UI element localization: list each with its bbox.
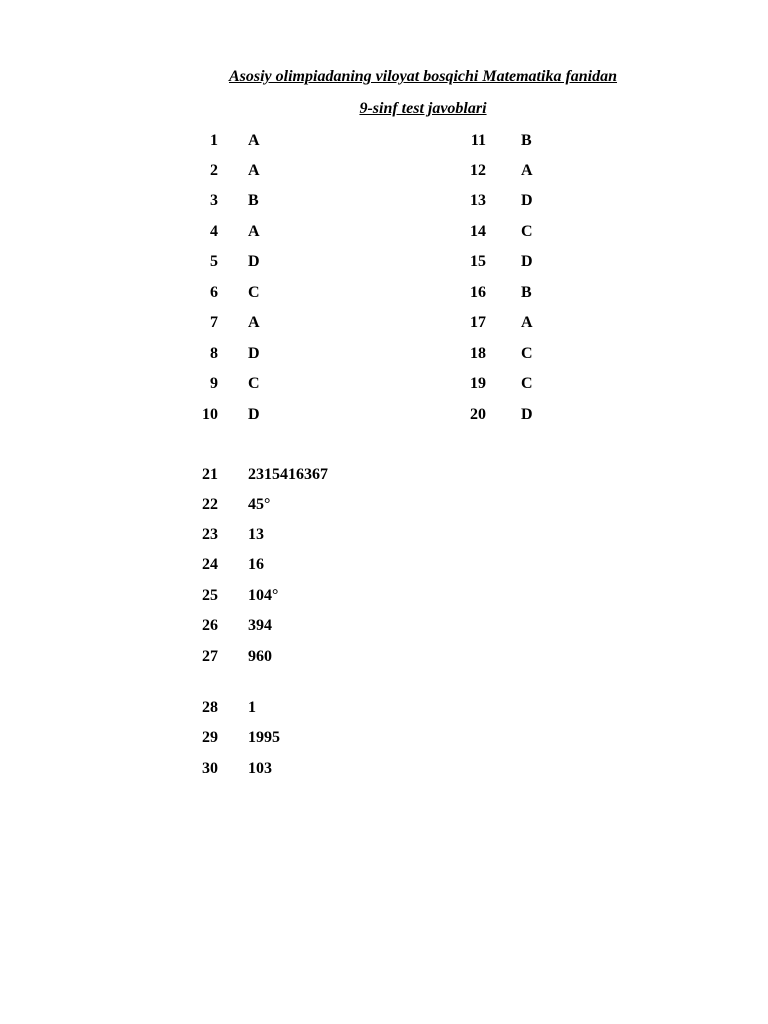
answer-value: 16: [248, 556, 264, 573]
answer-value: A: [248, 132, 260, 149]
answer-value: C: [248, 375, 260, 392]
question-number: 15: [470, 253, 486, 270]
question-number: 5: [210, 253, 218, 270]
question-number: 12: [470, 162, 486, 179]
answer-value: C: [248, 284, 260, 301]
answer-value: B: [248, 192, 259, 209]
document-title: Asosiy olimpiadaning viloyat bosqichi Matematika fanidan: [228, 68, 618, 85]
question-number: 4: [210, 223, 218, 240]
question-number: 9: [210, 375, 218, 392]
answer-value: D: [521, 192, 533, 209]
question-number: 30: [202, 760, 218, 777]
question-number: 18: [470, 345, 486, 362]
answer-value: A: [248, 223, 260, 240]
answer-value: C: [521, 375, 533, 392]
question-number: 16: [470, 284, 486, 301]
answer-value: C: [521, 345, 533, 362]
question-number: 2: [210, 162, 218, 179]
answer-value: A: [521, 162, 533, 179]
answer-value: 13: [248, 526, 264, 543]
question-number: 6: [210, 284, 218, 301]
question-number: 25: [202, 587, 218, 604]
question-number: 28: [202, 699, 218, 716]
answer-value: B: [521, 284, 532, 301]
answer-value: C: [521, 223, 533, 240]
question-number: 11: [470, 132, 486, 149]
question-number: 29: [202, 729, 218, 746]
answer-value: A: [248, 314, 260, 331]
question-number: 3: [210, 192, 218, 209]
question-number: 22: [202, 496, 218, 513]
question-number: 7: [210, 314, 218, 331]
answer-value: D: [521, 406, 533, 423]
answer-value: A: [521, 314, 533, 331]
answer-value: A: [248, 162, 260, 179]
answer-value: 104°: [248, 587, 279, 604]
answer-value: 45°: [248, 496, 271, 513]
question-number: 19: [470, 375, 486, 392]
question-number: 8: [210, 345, 218, 362]
question-number: 1: [210, 132, 218, 149]
answer-value: D: [248, 345, 260, 362]
question-number: 26: [202, 617, 218, 634]
question-number: 10: [202, 406, 218, 423]
question-number: 27: [202, 648, 218, 665]
answer-value: 1: [248, 699, 256, 716]
document-subtitle: 9-sinf test javoblari: [359, 100, 487, 117]
answer-value: D: [248, 406, 260, 423]
answer-value: 960: [248, 648, 272, 665]
question-number: 23: [202, 526, 218, 543]
answer-value: 2315416367: [248, 466, 328, 483]
question-number: 14: [470, 223, 486, 240]
answer-value: 394: [248, 617, 272, 634]
answer-value: D: [248, 253, 260, 270]
answer-value: B: [521, 132, 532, 149]
question-number: 13: [470, 192, 486, 209]
question-number: 24: [202, 556, 218, 573]
question-number: 17: [470, 314, 486, 331]
answer-value: D: [521, 253, 533, 270]
answer-value: 103: [248, 760, 272, 777]
answer-value: 1995: [248, 729, 280, 746]
question-number: 21: [202, 466, 218, 483]
question-number: 20: [470, 406, 486, 423]
